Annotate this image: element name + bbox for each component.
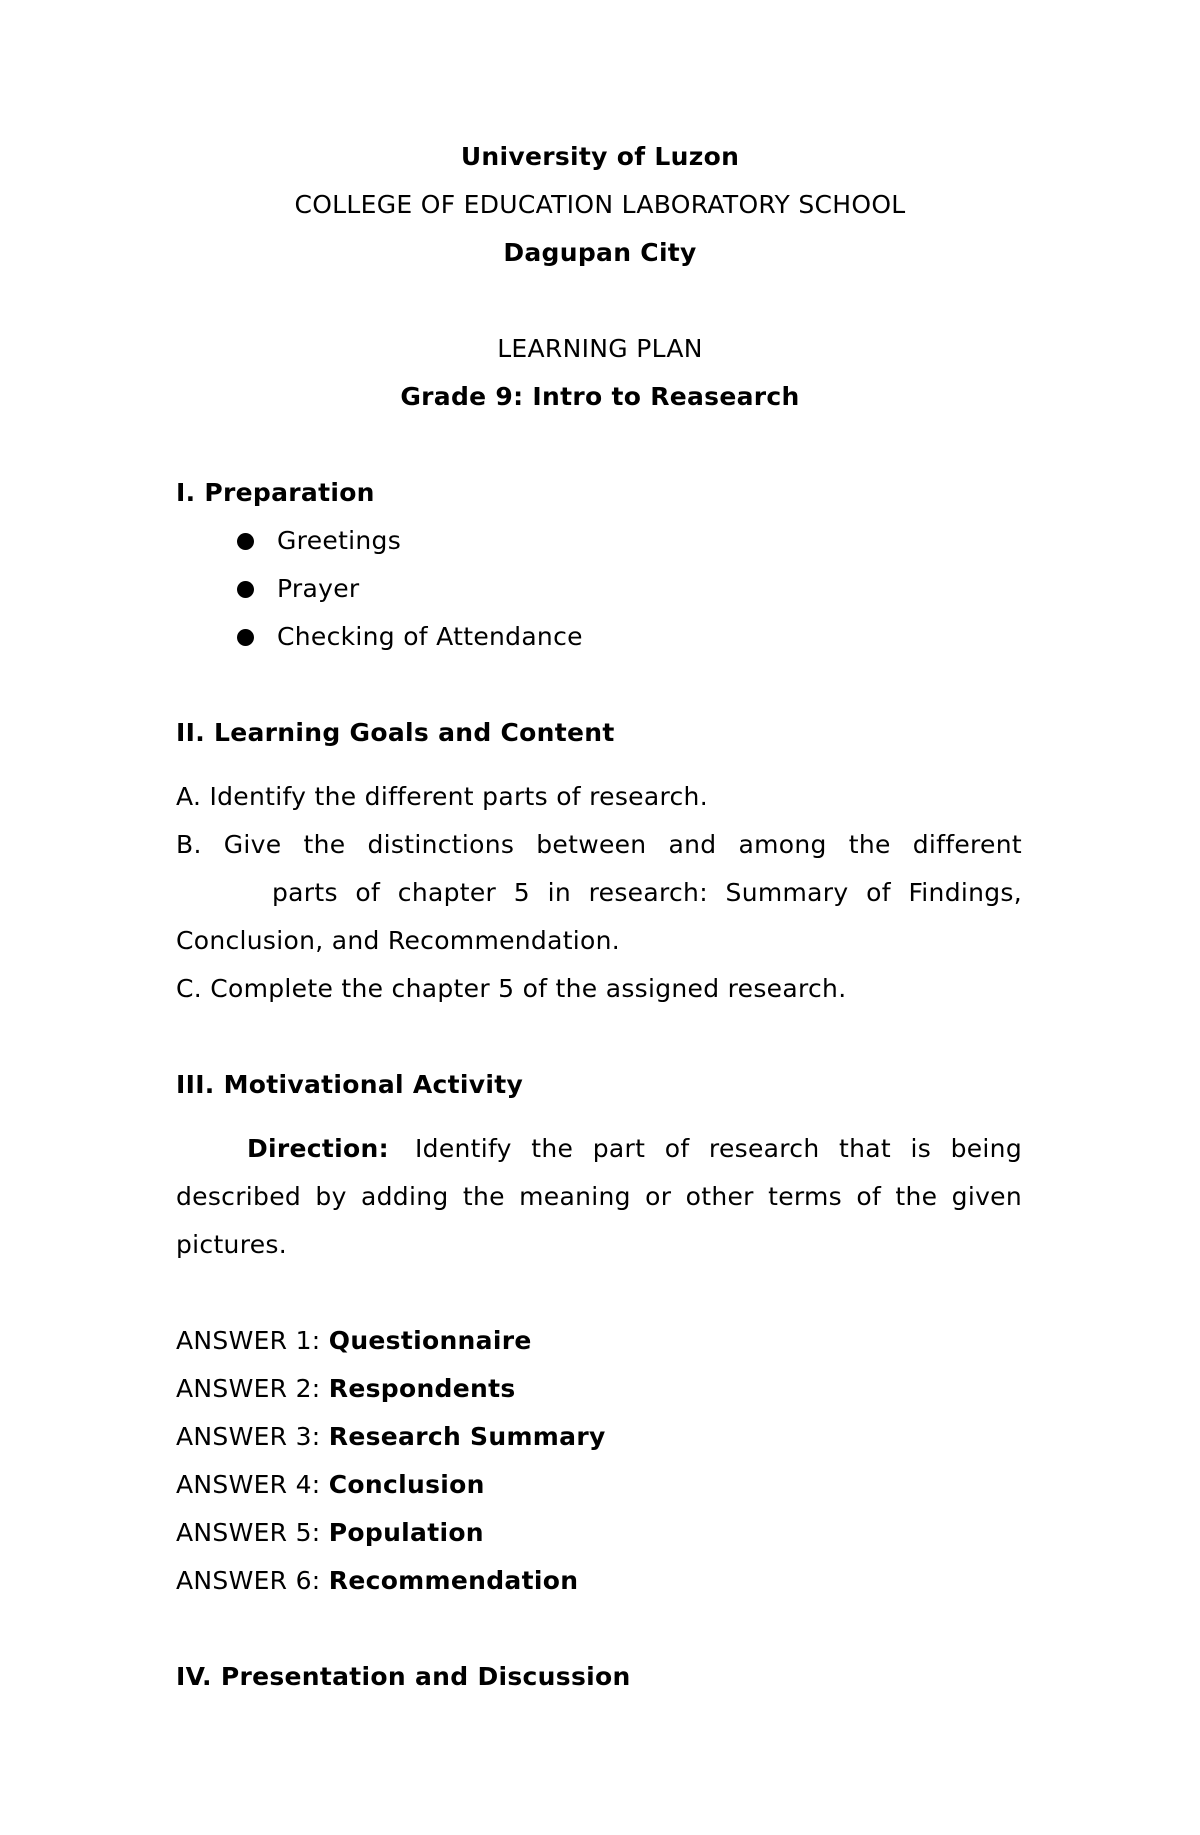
answer-value: Respondents [328, 1374, 516, 1403]
answer-value: Questionnaire [328, 1326, 532, 1355]
answer-item [176, 1326, 532, 1356]
document-title: LEARNING PLAN [497, 334, 703, 363]
answer-value: Research Summary [328, 1422, 606, 1451]
answer-item [176, 1374, 516, 1404]
bullet-icon [237, 533, 254, 550]
goal-c: C. Complete the chapter 5 of the assigned research. [176, 974, 847, 1003]
goal-b-line-3: Conclusion, and Recommendation. [176, 926, 621, 955]
goal-a: A. Identify the different parts of research. [176, 782, 708, 811]
answer-label: ANSWER 5: [176, 1518, 329, 1547]
college-name: COLLEGE OF EDUCATION LABORATORY SCHOOL [294, 190, 906, 219]
document-subtitle: Grade 9: Intro to Reasearch [400, 382, 800, 411]
direction-line-1: Identify the part of research that is being [415, 1134, 1022, 1163]
university-name: University of Luzon [460, 142, 740, 171]
answer-item [176, 1566, 578, 1596]
direction-line-3: pictures. [176, 1230, 287, 1259]
answer-item [176, 1470, 485, 1500]
bullet-icon [237, 581, 254, 598]
answer-label: ANSWER 1: [176, 1326, 329, 1355]
list-item-label: Checking of Attendance [277, 622, 583, 651]
list-item-label: Greetings [277, 526, 402, 555]
answer-label: ANSWER 3: [176, 1422, 329, 1451]
answer-label: ANSWER 2: [176, 1374, 329, 1403]
direction-line-2: described by adding the meaning or other terms of the given [176, 1182, 1022, 1211]
direction-label: Direction: [247, 1134, 389, 1163]
answer-item [176, 1518, 484, 1548]
list-item-label: Prayer [277, 574, 360, 603]
motivation-heading: III. Motivational Activity [176, 1070, 524, 1099]
answer-label: ANSWER 4: [176, 1470, 329, 1499]
goal-b-line-1: B. Give the distinctions between and among the different [176, 830, 1022, 859]
presentation-heading: IV. Presentation and Discussion [176, 1662, 631, 1691]
answer-value: Recommendation [328, 1566, 579, 1595]
preparation-heading: I. Preparation [176, 478, 375, 507]
answer-value: Conclusion [328, 1470, 485, 1499]
answer-value: Population [328, 1518, 484, 1547]
answer-item [176, 1422, 606, 1452]
answer-label: ANSWER 6: [176, 1566, 329, 1595]
goals-heading: II. Learning Goals and Content [176, 718, 615, 747]
city-name: Dagupan City [503, 238, 697, 267]
goal-b-line-2: parts of chapter 5 in research: Summary of Findings, [272, 878, 1022, 907]
bullet-icon [237, 629, 254, 646]
